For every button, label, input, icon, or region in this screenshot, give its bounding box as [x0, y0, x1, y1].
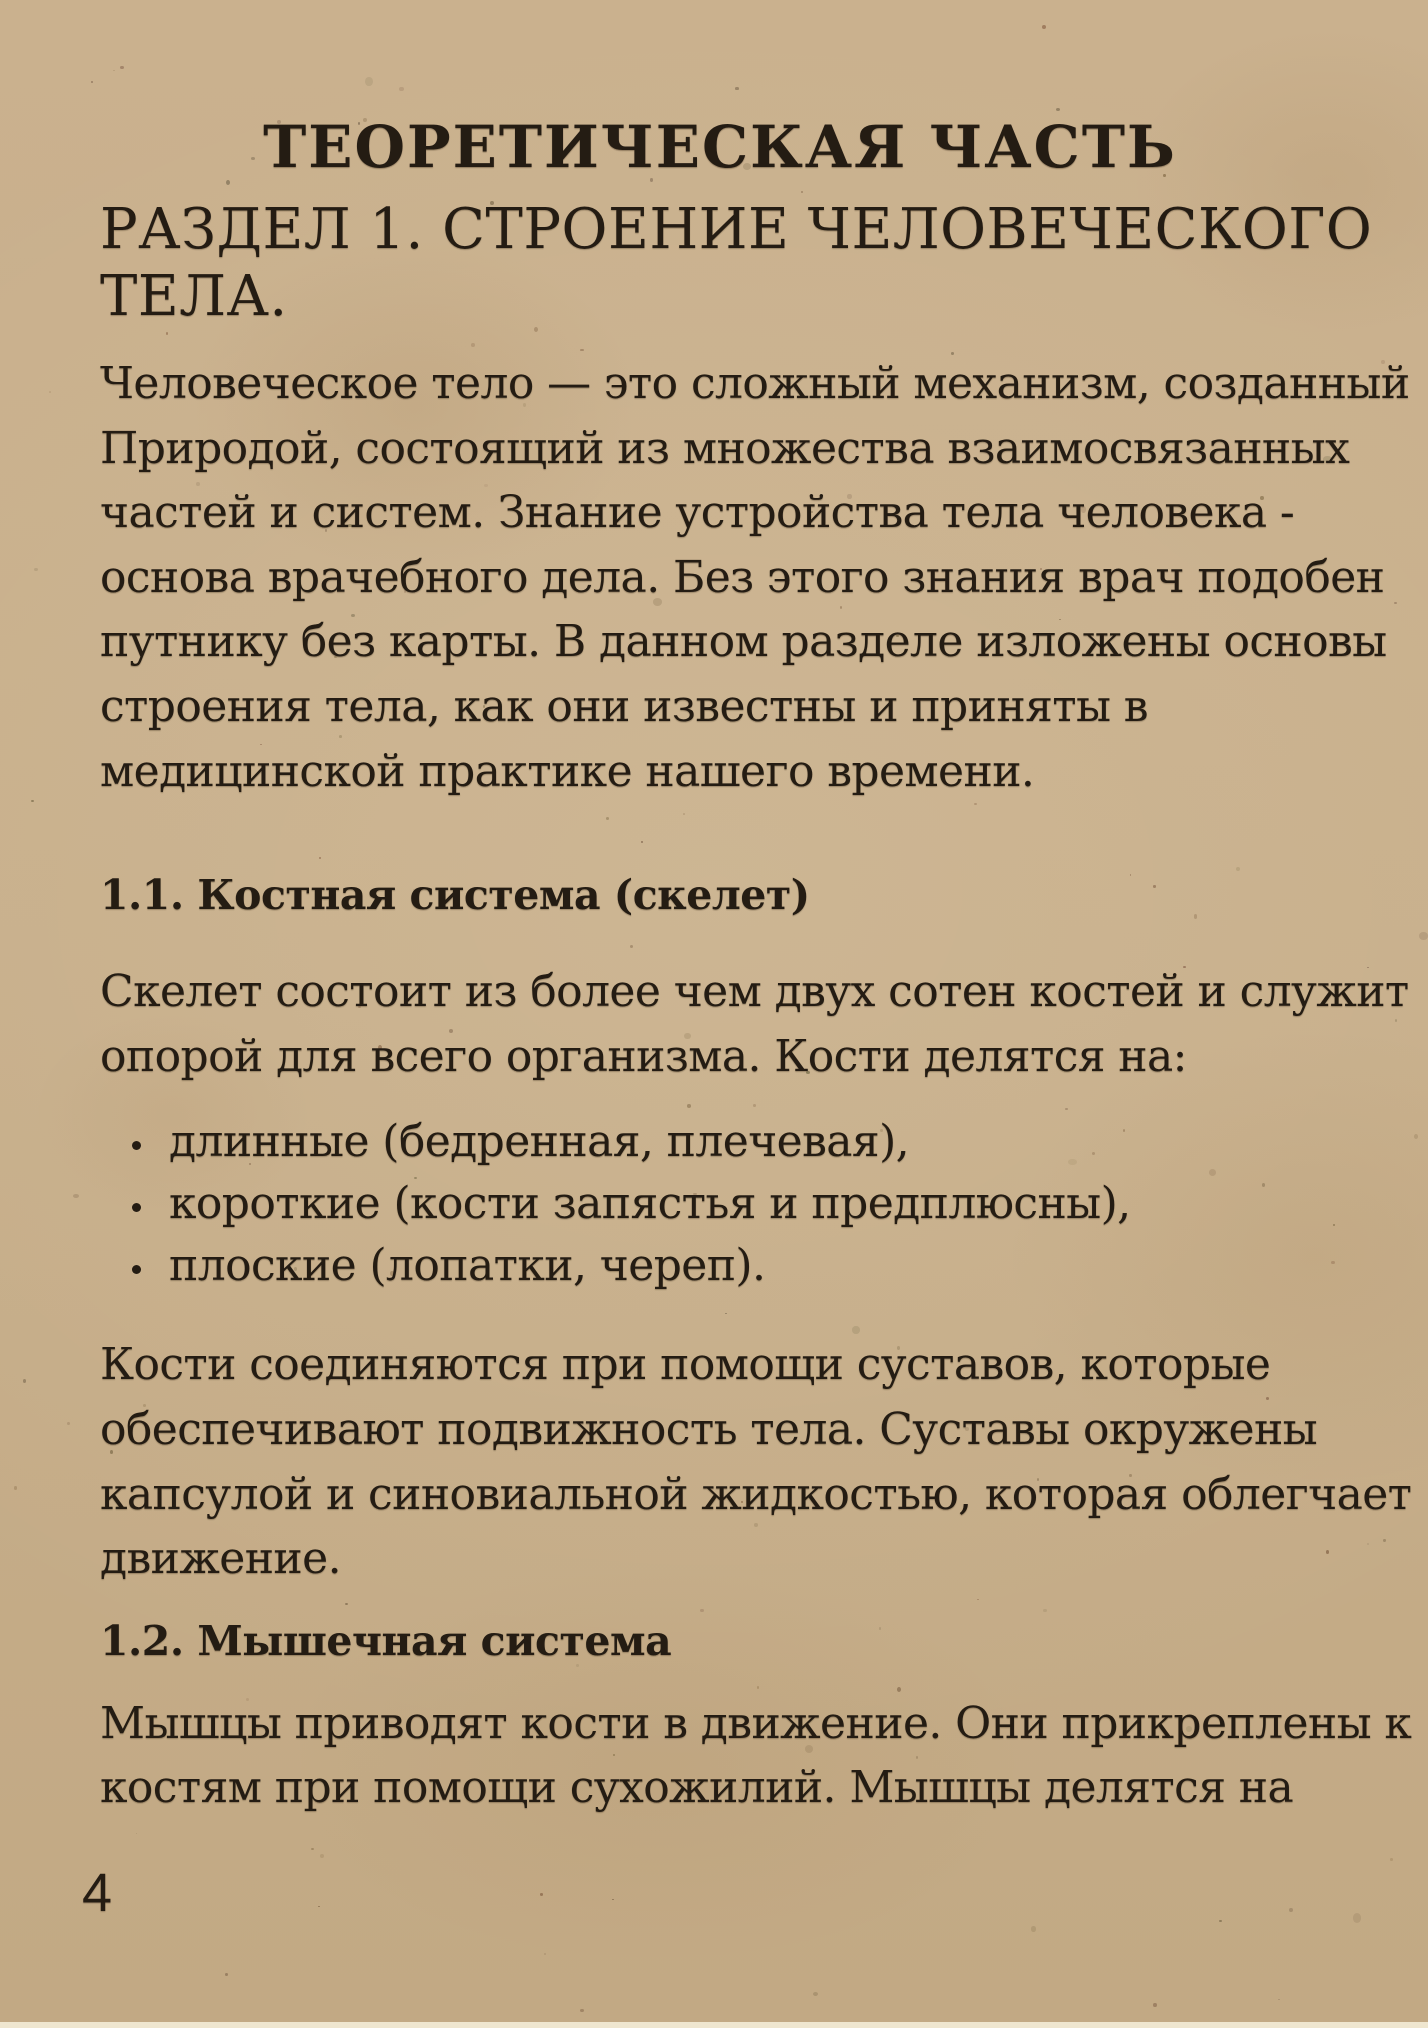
- list-item-text: короткие (кости запястья и предплюсны),: [169, 1178, 1131, 1230]
- paper-speck: [1394, 602, 1397, 604]
- muscles-paragraph: [100, 1692, 1412, 1821]
- paragraph-line: костям при помощи сухожилий. Мышцы делятся на: [100, 1762, 1294, 1814]
- list-item: [132, 1111, 1340, 1173]
- paragraph-line: частей и систем. Знание устройства тела человека -: [100, 487, 1295, 539]
- page-number: 4: [82, 1863, 113, 1923]
- paper-speck: [225, 1973, 228, 1976]
- bullet-dot-icon: [132, 1265, 141, 1274]
- paper-speck: [1383, 1539, 1386, 1541]
- paper-speck: [311, 1848, 314, 1850]
- paper-speck: [580, 2009, 584, 2012]
- paper-speck: [136, 1833, 138, 1834]
- page-content: [100, 0, 1412, 1821]
- paragraph-line: Природой, состоящий из множества взаимосвязанных: [100, 422, 1350, 474]
- paper-speck: [31, 800, 34, 803]
- intro-paragraph: [100, 352, 1410, 804]
- paragraph-line: медицинской практике нашего времени.: [100, 745, 1035, 797]
- paper-speck: [73, 1194, 79, 1199]
- list-item: [132, 1173, 1340, 1235]
- paper-speck: [1353, 1913, 1362, 1923]
- paper-speck: [14, 1486, 18, 1490]
- paper-speck: [49, 391, 51, 393]
- bullet-dot-icon: [132, 1141, 141, 1150]
- paragraph-line: путнику без карты. В данном разделе изложены основы: [100, 616, 1387, 668]
- subsection-1-1-heading: 1.1. Костная система (скелет): [100, 871, 810, 920]
- paragraph-line: опорой для всего организма. Кости делятся на:: [100, 1030, 1187, 1082]
- page-bottom-edge: [0, 2022, 1428, 2028]
- paper-speck: [1278, 1999, 1280, 2001]
- paper-speck: [1419, 932, 1428, 940]
- paragraph-line: основа врачебного дела. Без этого знания врач подобен: [100, 551, 1385, 603]
- paper-speck: [1390, 1858, 1393, 1861]
- paper-speck: [318, 1906, 320, 1908]
- bullet-dot-icon: [132, 1203, 141, 1212]
- paper-speck: [67, 1422, 70, 1425]
- page-title: ТЕОРЕТИЧЕСКАЯ ЧАСТЬ: [263, 113, 1177, 181]
- paper-speck: [1367, 1543, 1370, 1545]
- subsection-1-2-heading: 1.2. Мышечная система: [100, 1616, 672, 1665]
- paragraph-line: Мышцы приводят кости в движение. Они прикреплены к: [100, 1697, 1412, 1749]
- paper-speck: [320, 1854, 324, 1858]
- section-heading: [100, 196, 1373, 330]
- paragraph-line: строения тела, как они известны и приняты в: [100, 680, 1148, 732]
- paper-speck: [1219, 1920, 1222, 1922]
- paper-speck: [1153, 2003, 1157, 2007]
- paragraph-line: обеспечивают подвижность тела. Суставы окружены: [100, 1403, 1318, 1455]
- paper-speck: [91, 81, 94, 84]
- list-item-text: длинные (бедренная, плечевая),: [169, 1116, 910, 1168]
- list-item-text: плоские (лопатки, череп).: [169, 1240, 766, 1292]
- paper-speck: [544, 1953, 546, 1955]
- paragraph-line: Скелет состоит из более чем двух сотен костей и служит: [100, 966, 1409, 1018]
- paper-speck: [1414, 1134, 1418, 1139]
- paper-speck: [23, 1379, 27, 1384]
- paper-speck: [813, 1992, 818, 1996]
- section-heading-line: ТЕЛА.: [100, 264, 288, 329]
- paper-speck: [34, 568, 38, 571]
- joints-paragraph: [100, 1333, 1412, 1591]
- paper-speck: [1395, 1019, 1397, 1022]
- paragraph-line: капсулой и синовиальной жидкостью, которая облегчает: [100, 1468, 1412, 1520]
- skeleton-paragraph: [100, 960, 1409, 1089]
- bone-types-list: [100, 1111, 1340, 1297]
- paper-speck: [540, 1893, 543, 1896]
- paragraph-line: Кости соединяются при помощи суставов, которые: [100, 1339, 1271, 1391]
- paper-speck: [612, 1899, 614, 1900]
- paragraph-line: Человеческое тело — это сложный механизм, созданный: [100, 358, 1410, 409]
- list-item: [132, 1235, 1340, 1297]
- paragraph-line: движение.: [100, 1533, 341, 1585]
- paper-speck: [1031, 1926, 1035, 1931]
- section-heading-line: РАЗДЕЛ 1. СТРОЕНИЕ ЧЕЛОВЕЧЕСКОГО: [100, 197, 1373, 262]
- paper-speck: [1289, 1908, 1293, 1912]
